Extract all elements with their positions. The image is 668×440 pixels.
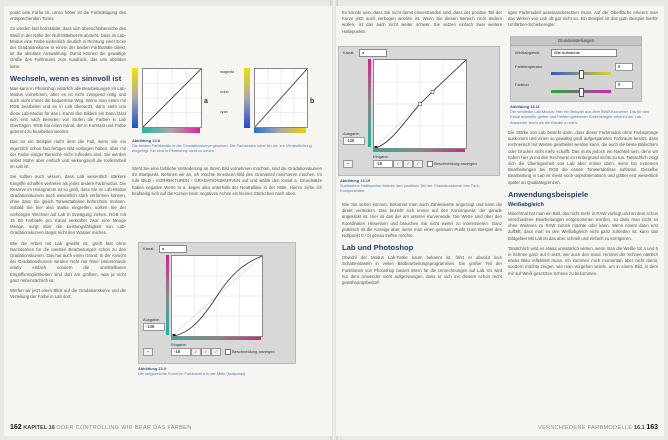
paragraph: Werfen wir jetzt einen Blick auf die Gradationskurve und die Verteilung der Farbe in Lab dort: — [10, 287, 126, 300]
eyedropper-white-icon[interactable]: ⁄ — [211, 348, 221, 356]
temperature-field[interactable]: 0 — [615, 63, 633, 71]
caption-title: Abbildung 13.10 — [340, 178, 371, 183]
scale-label: ocker — [220, 90, 229, 94]
left-column-2 — [132, 166, 322, 201]
clipping-label: Beschneidung anzeigen — [232, 349, 275, 354]
eyedropper-white-icon[interactable]: ⁄ — [413, 160, 423, 168]
curve-plot — [374, 60, 466, 148]
paragraph: So werden fast holzstabile, dass sich übersichtsbereiche des Weiß in der Nähe der Null-Mitteltwerts absteht. Dass im Lab-Modus eine Farbe einheitlich deutlich in Richtung einer Ecke der Gradationskurve in einem der beiden Farbkanäle direkt, ist die absolute Auswahlung. Damit können die gewaltige Größe des Farbraums zum Ausdruck, das uns abbilden kann. — [10, 26, 126, 69]
color-scale-horizontal — [142, 128, 200, 133]
figure-caption — [340, 178, 500, 194]
right-column-1b — [342, 202, 502, 290]
curve-graph[interactable] — [171, 255, 263, 337]
paragraph: tigen Farbmodell auseinandersetzen muss. Auf der Oberfläche erkennt man das Wirken von Lab oft gar nicht so. Ein Beispiel ist das gute Beispiel hierfür Umfärben-Schieberegler. — [508, 10, 658, 28]
caption-title: Abbildung 13.9 — [138, 366, 166, 371]
figure-caption — [138, 366, 318, 376]
curve-graph-a — [142, 68, 202, 128]
figure-label-b: b — [310, 98, 315, 105]
caption-title: Abbildung 13.11 — [510, 104, 540, 109]
temperature-label: Farbtemperatur — [515, 64, 543, 69]
output-label: Ausgabe: — [143, 317, 160, 322]
eyedropper-black-icon[interactable]: ⁄ — [393, 160, 403, 168]
right-page — [336, 6, 664, 436]
point-tool-icon[interactable]: ~ — [343, 160, 353, 168]
paragraph: Manchmal hat man ein Bild, das nicht mehr in RAW vorliegt und an dem schon verschiedene Bearbeitungen vorgenommen worden, so dass man nicht so ohne Weiteres zu RAW zurück möchte oder kann. Wenn einem dann erst auffällt, dass man es den Weißabgleich nicht ganz zufrieden ist, kann das Bildgebiet Mit Lab ist das aber schnell und einfach zu korrigieren. — [508, 210, 658, 241]
curve-graph[interactable] — [373, 59, 467, 149]
caption-text: Der verbleibe Lab-Modus: Hier ein Beispiel aus dem RAW-Konverter. Die für den Kanal schneller gelber und Farben gekennen Schieberegler erkennt der Lab-Anwender leicht als die Kanäle a und b. — [510, 109, 650, 125]
channel-select[interactable]: a — [159, 245, 187, 253]
color-scale-vertical-b — [244, 68, 250, 128]
curve-plot — [172, 256, 262, 336]
caption-title: Abbildung 13.8 — [132, 138, 160, 143]
left-page — [4, 6, 332, 436]
subsection-heading: Weißabgleich — [508, 201, 544, 208]
right-column-2b — [508, 130, 658, 281]
section-heading: Anwendungsbeispiele — [508, 189, 589, 199]
caption-text: Die beiden Farbkanäle in der Gradationskurve gesehen. Die Farbskalen habe ich nur zur Verdeutlichung eingefügt. Sie sind in Photoshop nicht zu sehen. — [132, 143, 312, 154]
input-gradient — [171, 337, 261, 340]
section-ref: 16.1 — [633, 425, 645, 431]
panel-title: Grundeinstellungen — [511, 37, 641, 46]
input-field[interactable]: -18 — [171, 348, 191, 356]
curve-point — [375, 146, 378, 148]
paragraph: Obwohl der Modus Lab-Farbe kaum bekannt ist, führt er absolut kein Schattendasein in vielen Bildbearbeitungsprogrammen. Ein großer Teil der Funktionen von Photoshop basiert intern für die Umrechnungen auf Lab. Es wird nur dem Anwender nicht aufgezwungen, dass er sich mit diesem schon recht gewöhnungsbedürf- — [342, 255, 502, 286]
chapter-title: ODER CONTROLLING WIR BEAR DAS FARBEN — [56, 425, 192, 431]
output-field[interactable]: -128 — [143, 323, 165, 331]
output-gradient — [368, 59, 371, 147]
channel-label: Kanal: — [343, 50, 355, 55]
paragraph: Steht Sie eine farbliche Veränderung an Ihrem Bild vornehmen möchten, sind die Gradationskurven Ihr Startpunkt. Nehmen wir an, ich möchte Innesteen Bild den Grünanteil minimieren machen. Im rufe BILD › KORREKTUREN › GRADATIONSKURVEN auf und wähle den Kanal a. Grundsätze haben negative Werte in a, liegen also unterhalb der Neutrallinie in der Mitte. Hierzu ziehe ich beidseitig sich auf die Kurven beim negativen Achse ein kleines Stückchen nach oben. — [132, 166, 322, 196]
paragraph: Sie sollten auch wissen, dass Lab wesentlich stärkere Eingriffe schaffen vertreten als jedes andere Farbmodus. Die Reserve im Histogramm ist so groß, dass Sie im Lab-Modus Gradationskurven auch wesentlich stark verformen können, ohne dass Sie gleich Tonwertabrisse befürchten müssen. Sobald Sie hier also starke eingreifen, sollten Sie der vorherigen Wechsel auf Lab in Erwägung ziehen. RGB mit 16 Bit Farbtiefe pro Kanal verkraftet zwar eine Menge Menge, sorgt aber die Leistungsfähigkeit von Lab-Gradationskurven längst nicht den Wasser reichen. — [10, 174, 126, 236]
temperature-thumb[interactable] — [579, 70, 584, 79]
paragraph: Tatsächlich wird es etwas unnatürlich wirken, wenn man die Weiße Sir a und b in Schnee ganz auf 0 setzt, wie auch den Sand. Himmel der Schnee nämlich etwas Blau reflektiert muss. Ich kommen mich momentan aber nicht damit, sondern möchte zeigen, wie man Vorgehen würde, um in einem Bild, in dem mir auf Weiß gesetzten Schnee zu bekommen. — [508, 245, 658, 276]
figure-caption — [132, 138, 322, 154]
curves-dialog — [138, 242, 296, 364]
right-column-2 — [508, 10, 658, 33]
input-label: Eingabe: — [373, 154, 389, 159]
tint-field[interactable]: 0 — [615, 81, 633, 89]
paragraph: Das ist ein Beispiel mehr dem die Fall, wenn Sie ein eigentlich schon fast fertiges Bild vorliegen haben, aber mit der Farbe einiger Bereiche nicht zufrieden sind. Sie werden selbst Mühe aber einfach und wirkungsvoll die Kellerarbeit im Lab ist. — [10, 139, 126, 170]
output-gradient — [166, 255, 169, 335]
curve-point — [173, 334, 176, 336]
scale-label: cyan — [220, 110, 228, 114]
output-field[interactable]: -128 — [343, 137, 365, 145]
input-label: Eingabe: — [171, 342, 187, 347]
scale-label: magenta — [220, 70, 234, 74]
curve-plot-b — [255, 69, 307, 127]
channel-select[interactable]: a — [359, 49, 387, 57]
color-scale-vertical — [132, 68, 138, 128]
eyedropper-gray-icon[interactable]: ⁄ — [201, 348, 211, 356]
paragraph: Die Stärke von Lab besteht darin, dass dieser Farbmodus ohne Farbsprünge auskommt und einen so gewaltig groß aufgespannten Farbraum besitzt, dass rechnerisch mit Werten gearbeitet werden kann, die auch die beste Bildschirm oder Drucker nicht mehr schafft. Das muss jedoch ein Nachteil sein, denn wir haben hier ja mit den Rechnerei im Hintergrund nichts zu tun. Tatsächlich zeigt sich die Überlegenheit von Lab aber immer dann, wenn bei extremen Bearbeitungen bei RGB die ersten Tonwertabrisse auftreten. Dieselbe Bearbeitung in Lab ist meist noch unproblematisch und glättet erst wesentlich später an Qualitätsgrenzen. — [508, 130, 658, 185]
section-heading: Lab und Photoshop — [342, 243, 414, 253]
caption-text: Zusätzliche Haltepunkte fixieren den positiven Teil der Gradationskurve des Farb-Komponenten. — [340, 183, 481, 194]
caption-text: Die aufgezeichte Kurve im Farbkanal a in der Mitte (Nullpunkt). — [138, 371, 247, 377]
paragraph: Es könnte sein, dass Sie nicht damit einverstanden sind, dass der positive Teil der Kurve jetzt auch verbogen worden ist. Wenn Sie diesen Bereich nicht ändern wollen, ist das auch nicht weiter schwer. Sie setzen einfach zwei weitere Haltepunkte. — [342, 10, 502, 34]
tint-thumb[interactable] — [579, 88, 584, 97]
paragraph: punkt eine Farbe ist, umso höher ist die Farbsättigung des entsprechenden Tones. — [10, 10, 126, 22]
tint-label: Farbton — [515, 82, 529, 87]
input-field[interactable]: -18 — [373, 160, 393, 168]
curve-point — [419, 103, 422, 106]
chapter-label: KAPITEL 16 — [23, 425, 55, 431]
basic-settings-panel — [510, 36, 642, 102]
point-tool-icon[interactable]: ~ — [143, 348, 153, 356]
curve-plot-a — [143, 69, 201, 127]
white-balance-select[interactable]: Wie Aufnahme — [551, 49, 617, 57]
eyedropper-gray-icon[interactable]: ⁄ — [403, 160, 413, 168]
page-footer — [538, 424, 658, 431]
page-footer — [10, 424, 192, 431]
color-scale-horizontal-b — [254, 128, 306, 133]
left-column-1 — [10, 10, 126, 304]
paragraph: Wie Sie sehen können, bekommt man auch Zahlenwerte angezeigt und kann die direkt verändern. Das bezieht sich immer auf den Kurvenpunkt, der gerade angeklickt ist. Hier ist das der am unteren Kurvenende. Die Werte sind über den Koordinaten Hinweisen und brauchen Sie nicht weiter zu interessieren. Ganz praktisch ist die Anzeige aber, wenn man einen genauen Punkt (zum Beispiel den Nullpunkt 0 / 0) genau treffen möchte. — [342, 202, 502, 239]
channel-label: Kanal: — [143, 246, 155, 251]
right-column-1 — [342, 10, 502, 39]
clipping-checkbox[interactable] — [225, 349, 231, 355]
figure-13-8 — [132, 64, 322, 136]
paragraph: Wie die Arbeit mit Lab gewirkt ist, greift fast ohne Nachdenken für die meisten Bearbeitungen schon zu den Gradationskurven. Das hat auch einen Grund: In der Ansicht der Gradationskurven werden nicht nur feine Unterschiede relativ einfach sondern die unmittelbaren Eingriffsmöglichkeiten sind dort am größten, was ja nicht ganz nebensächlich ist. — [10, 240, 126, 283]
section-title: VERSCHIEDENE FARBMODELLE — [538, 425, 633, 431]
page-number: 163 — [646, 424, 658, 431]
input-gradient — [373, 149, 465, 152]
paragraph: Man kann in Photoshop natürlich alle Bearbeitungen im Lab-Modus vornehmen, aber es ist nicht zwingend nötig und auch nicht immer die bequemste Weg. Wenn man einen mit RGB bearbeitet und es in Lab übersetzt, dann steht uns diese Lab-Modus für das L-Kanal den Bildern ein Dann lässt sich erst nach beenden von Stufen die Farben in Lab übertragen. RGB hat einen Kanal, der in Kontrast und Farbe getrennt zu bearbeiten werden. — [10, 85, 126, 135]
curves-dialog — [338, 46, 500, 176]
curve-graph-b — [254, 68, 308, 128]
white-balance-label: Weißabgleich: — [515, 50, 541, 55]
page-number: 162 — [10, 424, 22, 431]
clipping-checkbox[interactable] — [427, 161, 433, 167]
section-heading: Wechseln, wenn es sinnvoll ist — [10, 73, 122, 83]
clipping-label: Beschneidung anzeigen — [434, 161, 477, 166]
output-label: Ausgabe: — [343, 131, 360, 136]
curve-point — [431, 91, 434, 94]
figure-label-a: a — [204, 98, 208, 105]
eyedropper-black-icon[interactable]: ⁄ — [191, 348, 201, 356]
figure-caption — [510, 104, 658, 125]
